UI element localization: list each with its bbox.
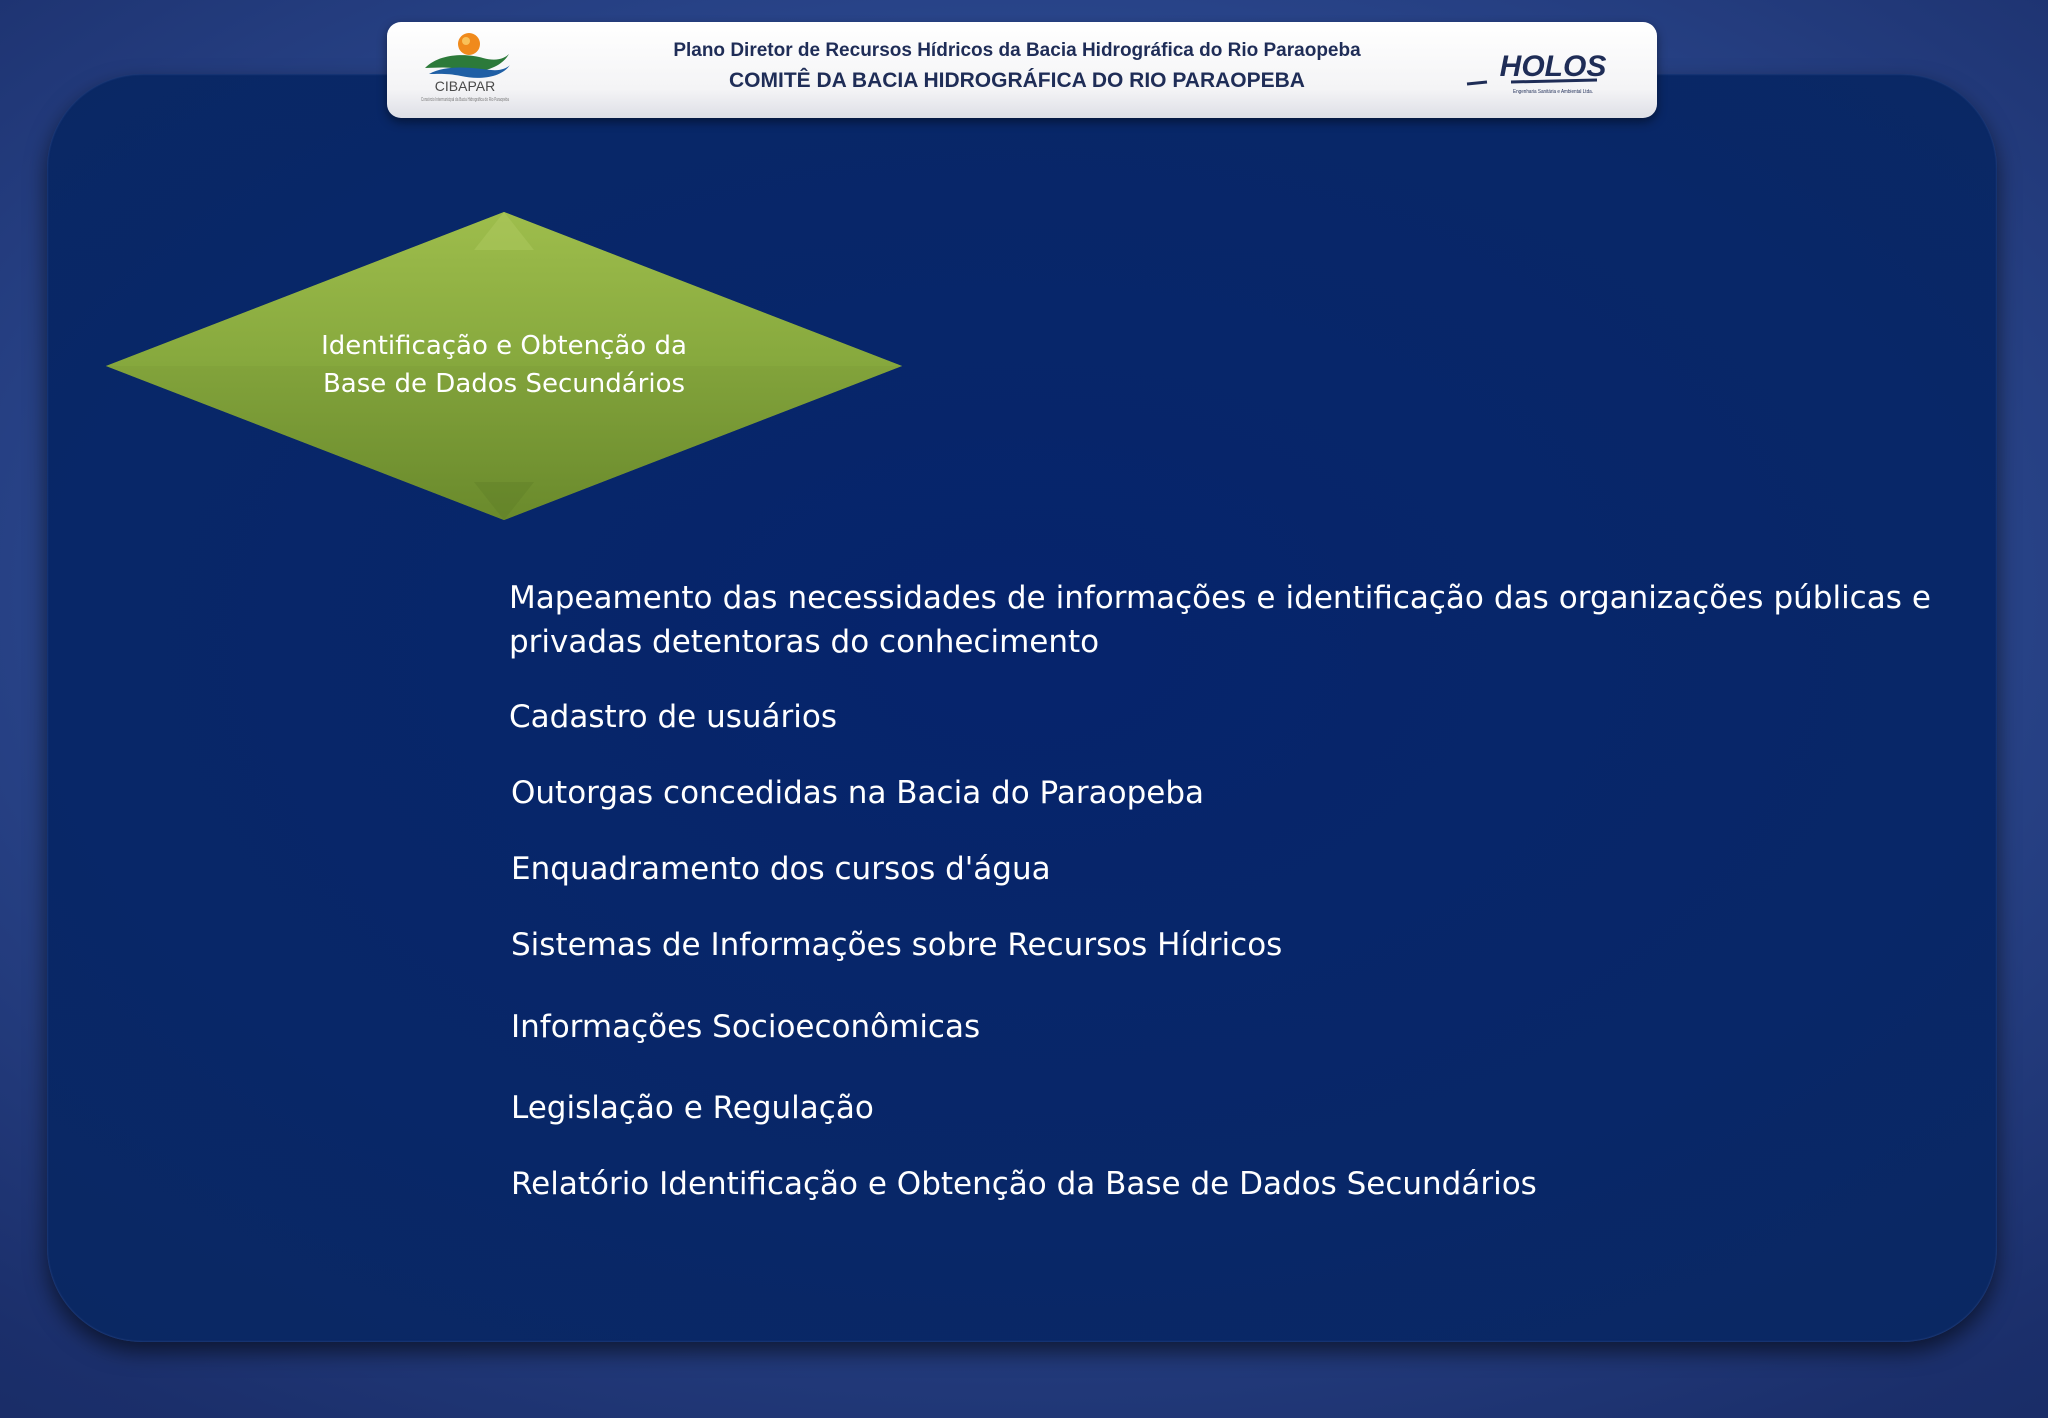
list-item-legislation: Legislação e Regulação: [511, 1090, 874, 1126]
cibapar-logo-name: CIBAPAR: [434, 78, 496, 94]
list-item-information-systems: Sistemas de Informações sobre Recursos Hídricos: [511, 927, 1283, 963]
list-item-report: Relatório Identificação e Obtenção da Base de Dados Secundários: [511, 1166, 1537, 1202]
diamond-label-line1: Identificação e Obtenção da: [321, 331, 687, 361]
cibapar-logo: [417, 28, 513, 112]
header-title-plan: Plano Diretor de Recursos Hídricos da Bacia Hidrográfica do Rio Paraopeba: [673, 40, 1361, 61]
header-title-committee: COMITÊ DA BACIA HIDROGRÁFICA DO RIO PARAOPEBA: [729, 69, 1305, 92]
list-item-framing: Enquadramento dos cursos d'água: [511, 851, 1051, 887]
holos-logo: [1467, 48, 1617, 100]
list-item-users-registry: Cadastro de usuários: [509, 699, 838, 735]
cibapar-logo-subtitle: Consórcio Intermunicipal da Bacia Hidrográfica do Rio Paraopeba: [421, 97, 510, 103]
header-banner: [387, 22, 1657, 118]
diamond-label: [304, 327, 704, 403]
holos-logo-name: HOLOS: [1499, 50, 1607, 83]
list-item-socioeconomic: Informações Socioeconômicas: [511, 1009, 981, 1045]
list-item-grants: Outorgas concedidas na Bacia do Paraopeba: [511, 775, 1204, 811]
list-item-mapping: Mapeamento das necessidades de informações e identificação das organizações públicas e privadas detentoras do conhecimento: [509, 580, 1931, 660]
holos-logo-subtitle: Engenharia Sanitária e Ambiental Ltda.: [1513, 89, 1593, 95]
diamond-label-line2: Base de Dados Secundários: [322, 369, 686, 399]
